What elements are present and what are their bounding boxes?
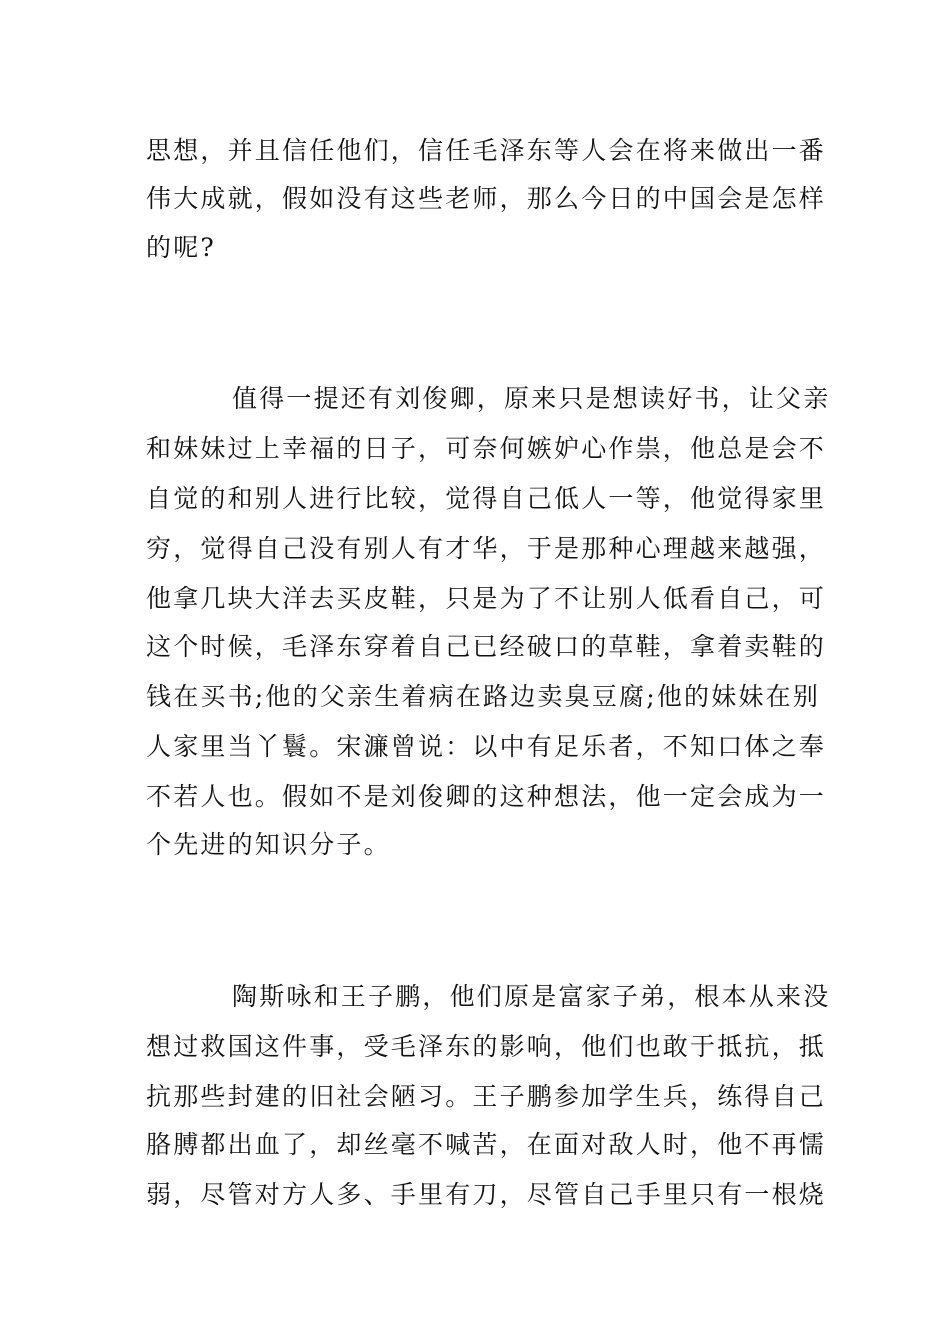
text-line: 个先进的知识分子。 <box>146 830 391 859</box>
text-line: 不若人也。假如不是刘俊卿的这种想法，他一定会成为一 <box>146 782 827 811</box>
text-line: 人家里当丫鬟。宋濂曾说：以中有足乐者，不知口体之奉 <box>146 732 827 761</box>
text-line: 抗那些封建的旧社会陋习。王子鹏参加学生兵，练得自己 <box>146 1082 827 1111</box>
text-line: 和妹妹过上幸福的日子，可奈何嫉妒心作祟，他总是会不 <box>146 434 827 463</box>
text-line: 思想，并且信任他们，信任毛泽东等人会在将来做出一番 <box>146 136 827 165</box>
text-line: 陶斯咏和王子鹏，他们原是富家子弟，根本从来没 <box>232 982 831 1011</box>
text-line: 弱，尽管对方人多、手里有刀，尽管自己手里只有一根烧 <box>146 1180 827 1209</box>
text-line: 值得一提还有刘俊卿，原来只是想读好书，让父亲 <box>232 384 831 413</box>
text-line: 想过救国这件事，受毛泽东的影响，他们也敢于抵抗，抵 <box>146 1032 827 1061</box>
text-line: 自觉的和别人进行比较，觉得自己低人一等，他觉得家里 <box>146 484 827 513</box>
text-line: 伟大成就，假如没有这些老师，那么今日的中国会是怎样 <box>146 184 827 213</box>
text-line: 的呢? <box>146 233 217 262</box>
text-line: 胳膊都出血了，却丝毫不喊苦，在面对敌人时，他不再懦 <box>146 1130 827 1159</box>
text-line: 穷，觉得自己没有别人有才华，于是那种心理越来越强， <box>146 534 827 563</box>
text-line: 钱在买书;他的父亲生着病在路边卖臭豆腐;他的妹妹在别 <box>146 682 821 711</box>
text-line: 这个时候，毛泽东穿着自己已经破口的草鞋，拿着卖鞋的 <box>146 632 827 661</box>
text-line: 他拿几块大洋去买皮鞋，只是为了不让别人低看自己，可 <box>146 584 827 613</box>
